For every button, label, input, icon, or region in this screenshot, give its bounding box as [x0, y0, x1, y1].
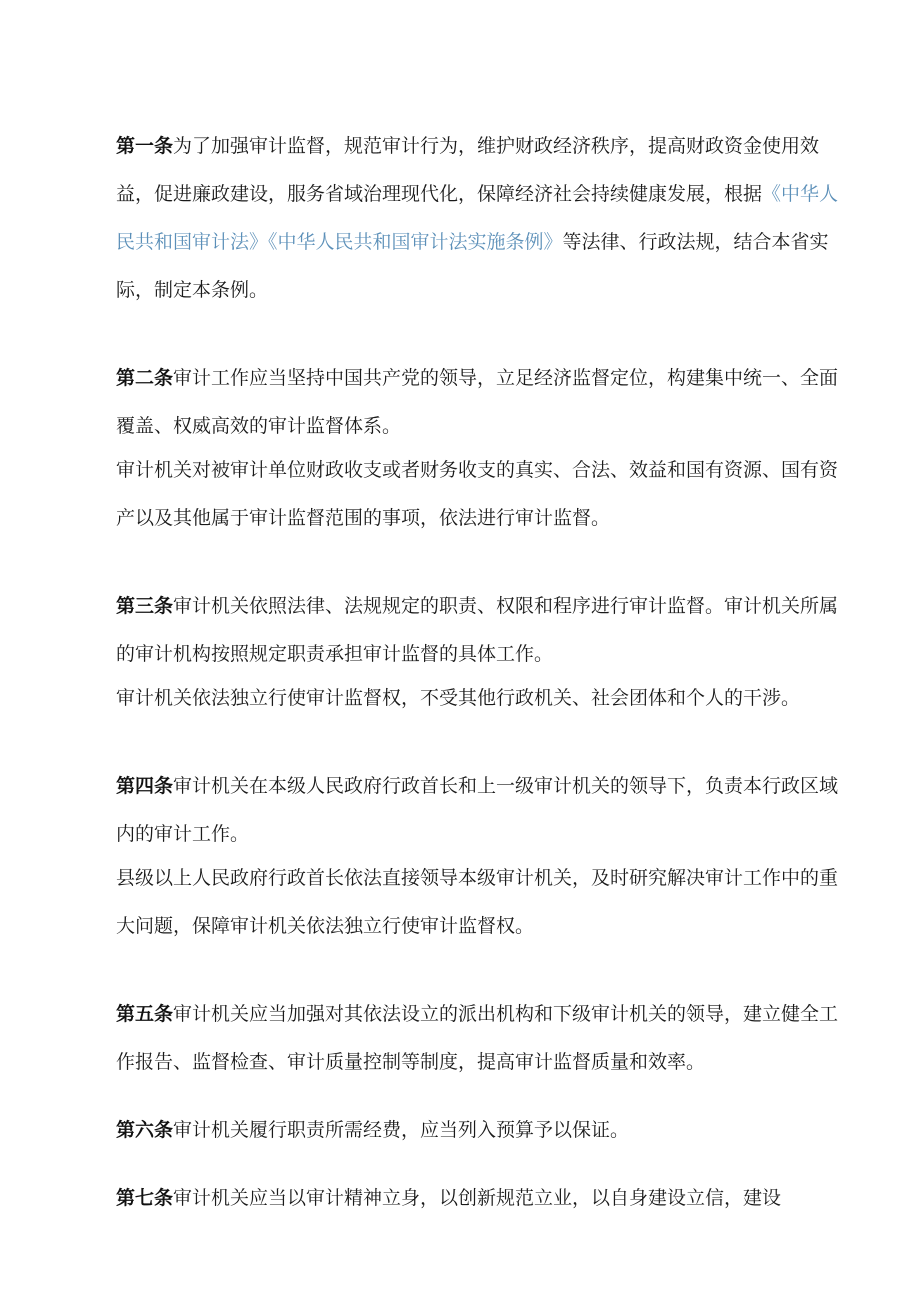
article-1-paragraph — [116, 122, 842, 314]
article-6-title: 第六条 — [116, 1119, 174, 1141]
article-5-title: 第五条 — [116, 1003, 174, 1025]
spacer — [116, 1086, 842, 1106]
article-3-title: 第三条 — [116, 595, 174, 617]
article-3-paragraph-2 — [116, 674, 842, 722]
article-4-text-1: 审计机关在本级人民政府行政首长和上一级审计机关的领导下，负责本行政区域内的审计工作。 — [116, 775, 839, 845]
article-2-text-1: 审计工作应当坚持中国共产党的领导，立足经济监督定位，构建集中统一、全面覆盖、权威高效的审计监督体系。 — [116, 367, 839, 437]
regulation-body — [116, 122, 842, 1222]
article-3-text-1: 审计机关依照法律、法规规定的职责、权限和程序进行审计监督。审计机关所属的审计机构按照规定职责承担审计监督的具体工作。 — [116, 595, 839, 665]
article-4-paragraph-1 — [116, 762, 842, 858]
article-1-text-before: 为了加强审计监督，规范审计行为，维护财政经济秩序，提高财政资金使用效益，促进廉政建设，服务省域治理现代化，保障经济社会持续健康发展，根据 — [116, 135, 820, 205]
spacer — [116, 1154, 842, 1174]
article-5-text: 审计机关应当加强对其依法设立的派出机构和下级审计机关的领导，建立健全工作报告、监督检查、审计质量控制等制度，提高审计监督质量和效率。 — [116, 1003, 839, 1073]
audit-law-link[interactable]: 《中华人民共和国审计法》 — [116, 183, 839, 253]
spacer — [116, 542, 842, 582]
article-2-paragraph-1 — [116, 354, 842, 450]
article-5-paragraph — [116, 990, 842, 1086]
article-6-text: 审计机关履行职责所需经费，应当列入预算予以保证。 — [173, 1119, 630, 1141]
article-2-title: 第二条 — [116, 367, 174, 389]
article-6-paragraph — [116, 1106, 842, 1154]
spacer — [116, 722, 842, 762]
article-4-title: 第四条 — [116, 775, 174, 797]
article-1-text-after: 等法律、行政法规，结合本省实际，制定本条例。 — [116, 231, 829, 301]
article-3-text-2: 审计机关依法独立行使审计监督权，不受其他行政机关、社会团体和个人的干涉。 — [116, 687, 801, 709]
article-7-title: 第七条 — [116, 1187, 174, 1209]
audit-law-regulation-link[interactable]: 《中华人民共和国审计法实施条例》 — [268, 231, 563, 253]
spacer — [116, 950, 842, 990]
article-3-paragraph-1 — [116, 582, 842, 678]
article-2-text-2: 审计机关对被审计单位财政收支或者财务收支的真实、合法、效益和国有资源、国有资产以及其他属于审计监督范围的事项，依法进行审计监督。 — [116, 459, 839, 529]
article-7-text: 审计机关应当以审计精神立身，以创新规范立业，以自身建设立信，建设 — [173, 1187, 782, 1209]
article-1-title: 第一条 — [116, 135, 174, 157]
article-4-text-2: 县级以上人民政府行政首长依法直接领导本级审计机关，及时研究解决审计工作中的重大问题，保障审计机关依法独立行使审计监督权。 — [116, 867, 839, 937]
article-7-paragraph — [116, 1174, 842, 1222]
article-4-paragraph-2 — [116, 854, 842, 950]
article-2-paragraph-2 — [116, 446, 842, 542]
spacer — [116, 314, 842, 354]
